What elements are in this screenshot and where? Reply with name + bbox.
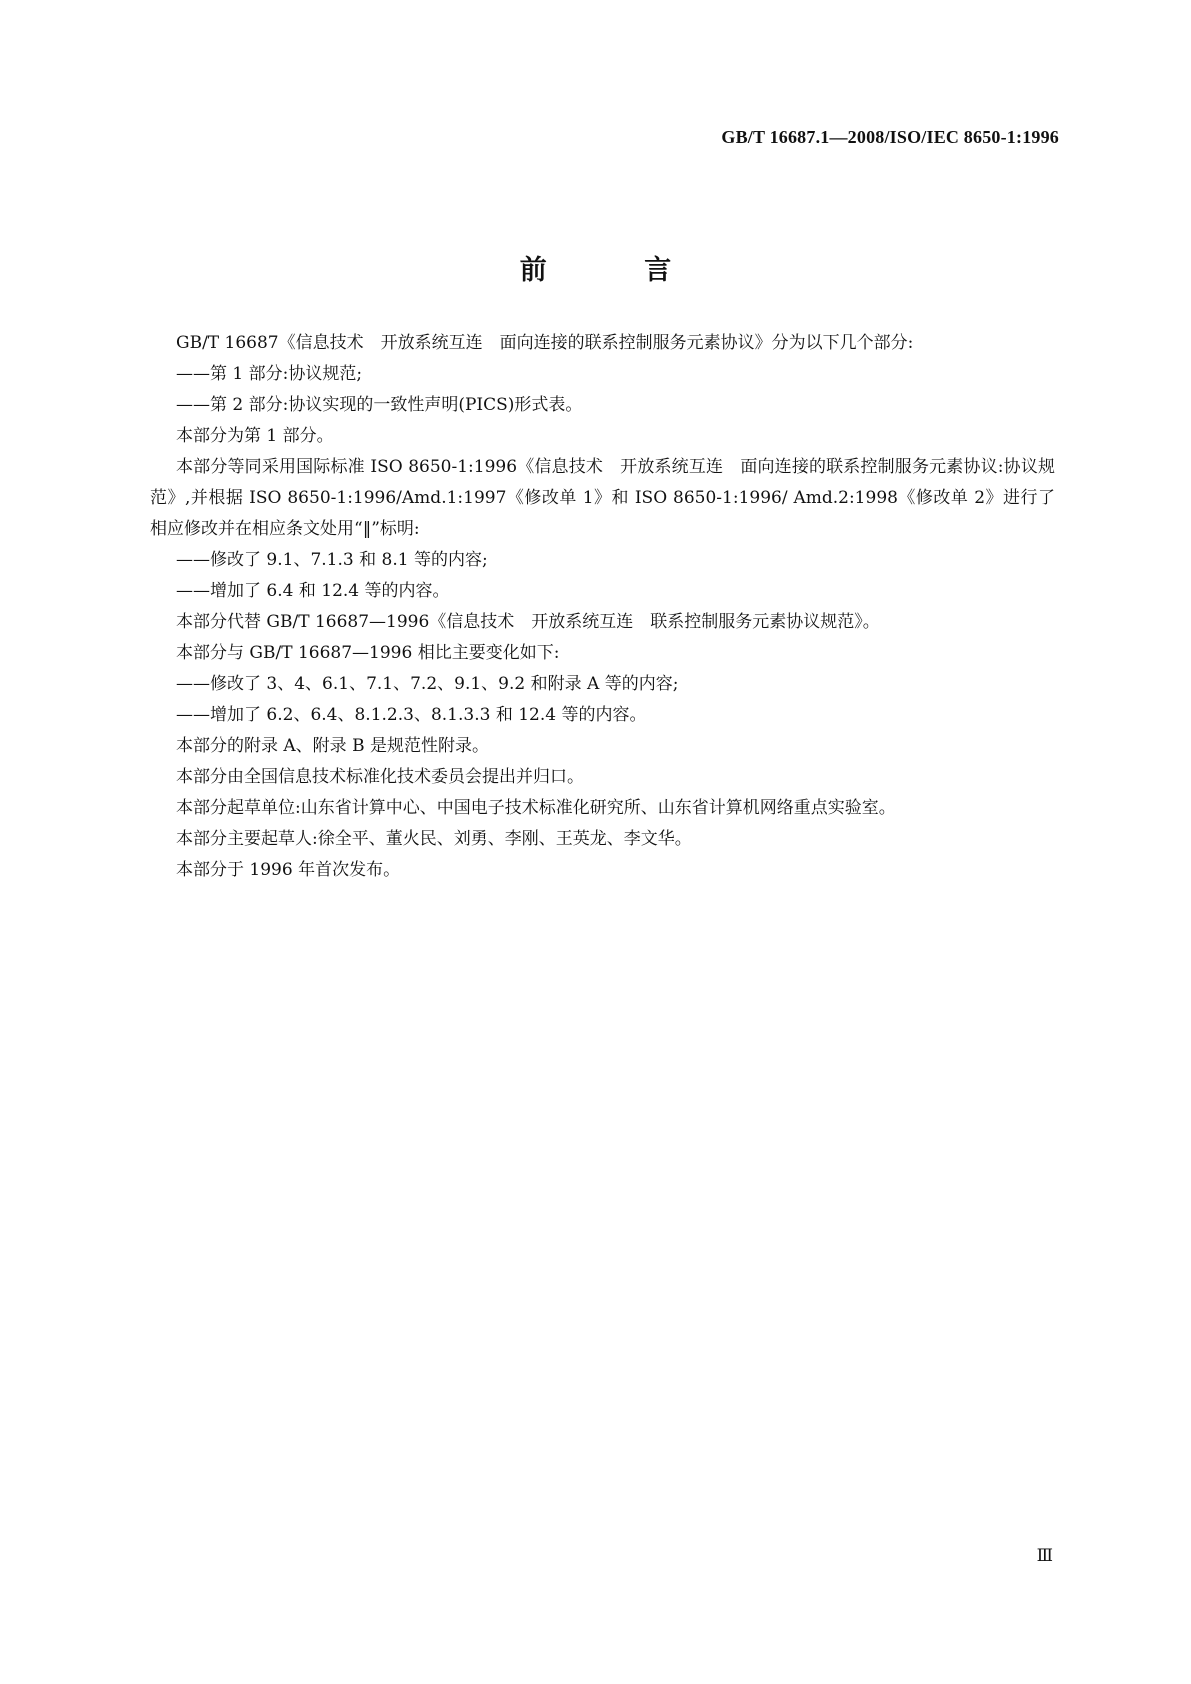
dash-list-item: ——第 2 部分:协议实现的一致性声明(PICS)形式表。	[176, 395, 583, 415]
foreword-body	[150, 328, 1055, 886]
dash-list-item: ——第 1 部分:协议规范;	[176, 364, 363, 384]
paragraph: 本部分由全国信息技术标准化技术委员会提出并归口。	[176, 767, 584, 787]
dash-list-item: ——修改了 9.1、7.1.3 和 8.1 等的内容;	[176, 550, 488, 570]
paragraph: 本部分与 GB/T 16687—1996 相比主要变化如下:	[176, 643, 560, 663]
paragraph: GB/T 16687《信息技术 开放系统互连 面向连接的联系控制服务元素协议》分为以下几个部分:	[176, 333, 914, 353]
paragraph: 本部分代替 GB/T 16687—1996《信息技术 开放系统互连 联系控制服务元素协议规范》。	[176, 612, 880, 632]
page-title: 前 言	[519, 255, 716, 287]
dash-list-item: ——增加了 6.2、6.4、8.1.2.3、8.1.3.3 和 12.4 等的内容。	[176, 705, 647, 725]
dash-list-item: ——修改了 3、4、6.1、7.1、7.2、9.1、9.2 和附录 A 等的内容;	[176, 674, 679, 694]
paragraph: 本部分等同采用国际标准 ISO 8650-1:1996《信息技术 开放系统互连 面向连接的联系控制服务元素协议:协议规范》,并根据 ISO 8650-1:1996/Amd.1:1997《修改单 1》和 ISO 8650-1:1996/ Amd.2:1998《修改单 2》进行了相应修改并在相应条文处用“‖”标明:	[150, 457, 1055, 539]
standard-code: GB/T 16687.1—2008/ISO/IEC 8650-1:1996	[721, 127, 1059, 147]
paragraph: 本部分于 1996 年首次发布。	[176, 860, 401, 880]
page-number: Ⅲ	[1036, 1546, 1053, 1565]
paragraph: 本部分起草单位:山东省计算中心、中国电子技术标准化研究所、山东省计算机网络重点实验室。	[176, 798, 896, 818]
dash-list-item: ——增加了 6.4 和 12.4 等的内容。	[176, 581, 450, 601]
paragraph: 本部分的附录 A、附录 B 是规范性附录。	[176, 736, 489, 756]
paragraph: 本部分主要起草人:徐全平、董火民、刘勇、李刚、王英龙、李文华。	[176, 829, 692, 849]
paragraph: 本部分为第 1 部分。	[176, 426, 334, 446]
